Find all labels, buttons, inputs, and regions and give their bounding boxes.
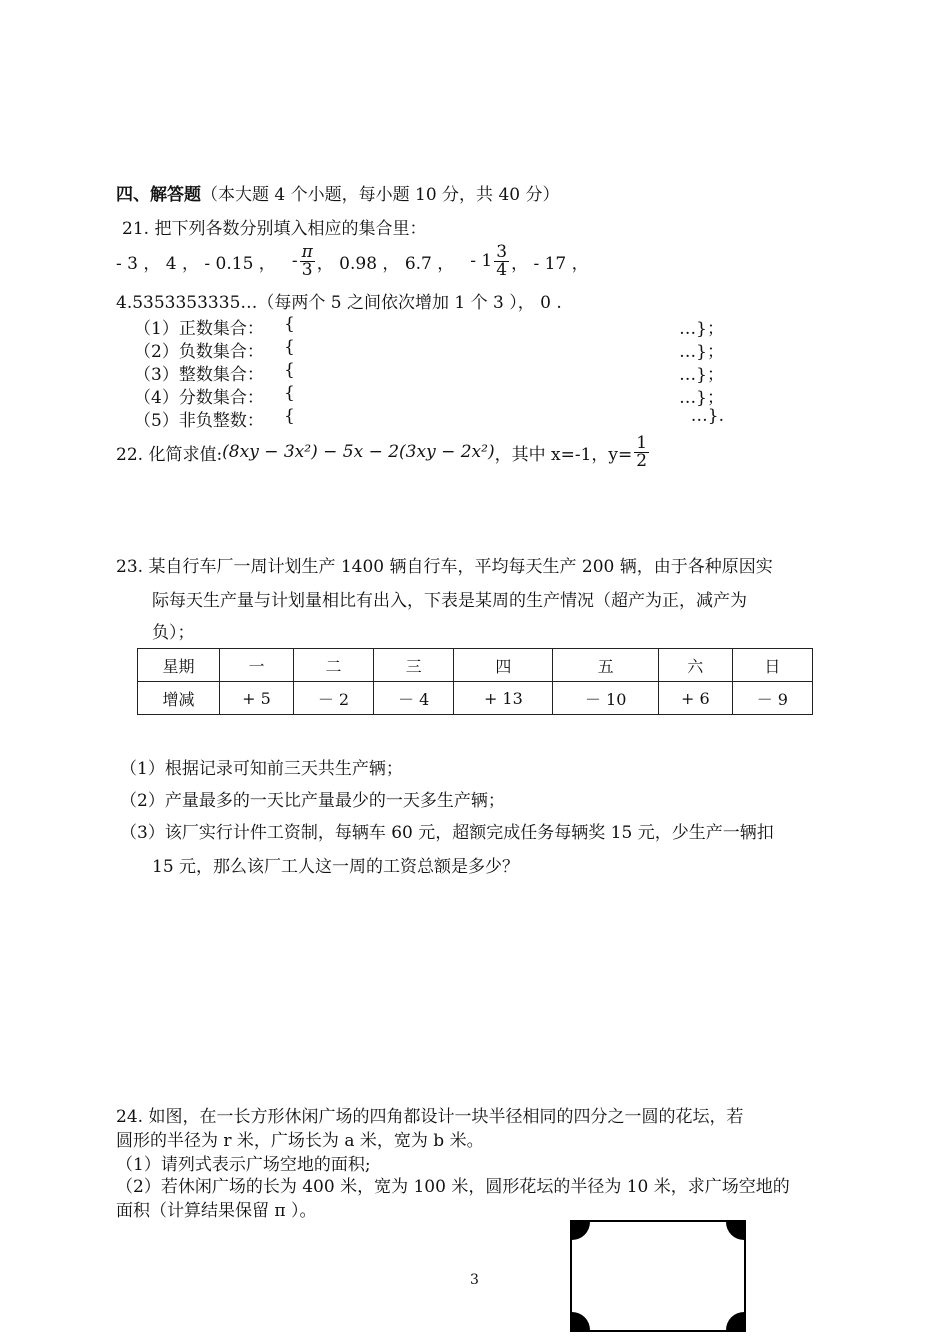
q23-part1: （1）根据记录可知前三天共生产辆； [120, 759, 403, 779]
q22-expression: (8xy − 3x²) − 5x − 2(3xy − 2x²) [222, 442, 495, 462]
q21-mixed-den: 4 [496, 259, 508, 280]
q22-y-den: 2 [636, 450, 648, 471]
q24-line2: 圆形的半径为 r 米，广场长为 a 米，宽为 b 米。 [116, 1131, 484, 1151]
q21-mixed-fraction [494, 241, 509, 280]
q24-part1: （1）请列式表示广场空地的面积; [116, 1155, 371, 1175]
flowerbed-bottom-right [726, 1312, 746, 1332]
q23-line3: 负）； [152, 623, 195, 643]
table-cell: － 9 [732, 682, 812, 715]
table-row [138, 682, 813, 715]
table-cell: + 5 [220, 682, 294, 715]
q21-numbers-line1 [116, 236, 589, 286]
q21-nums-c: ， - 17 ， [511, 253, 589, 274]
q23-line1: 23. 某自行车厂一周计划生产 1400 辆自行车，平均每天生产 200 辆，由于各种原因实 [116, 557, 773, 577]
q21-set-fraction: （4）分数集合： { …}； [134, 383, 724, 408]
section-title: 四、解答题 [116, 185, 201, 205]
q23-part3b: 15 元，那么该厂工人这一周的工资总额是多少？ [152, 857, 520, 877]
q23-part2: （2）产量最多的一天比产量最少的一天多生产辆； [120, 791, 505, 811]
table-cell: 五 [553, 649, 659, 682]
table-cell: 三 [374, 649, 454, 682]
q21-set-integer: （3）整数集合： { …}； [134, 360, 724, 385]
table-cell: 二 [293, 649, 373, 682]
q22-y-fraction [634, 432, 649, 471]
table-cell: 四 [454, 649, 553, 682]
table-cell: － 10 [553, 682, 659, 715]
q21-set-positive: （1）正数集合： { …}； [134, 314, 724, 339]
table-cell: 一 [220, 649, 294, 682]
page-number: 3 [470, 1272, 479, 1288]
q21-nums-b: ， 0.98 ， 6.7 ， [316, 253, 455, 274]
table-cell: + 13 [454, 682, 553, 715]
q21-pi-fraction [300, 241, 315, 280]
q21-numbers-line2: 4.5353353335…（每两个 5 之间依次增加 1 个 3 ）， 0 . [116, 293, 562, 313]
flowerbed-bottom-left [570, 1312, 590, 1332]
q22-stem: 22. 化简求值: [116, 444, 223, 465]
q23-line2: 际每天生产量与计划量相比有出入，下表是某周的生产情况（超产为正，减产为 [152, 591, 747, 611]
section-heading [116, 180, 560, 205]
table-cell: 星期 [138, 649, 220, 682]
q24-part2: （2）若休闲广场的长为 400 米，宽为 100 米，圆形花坛的半径为 10 米，求广场空地的 [116, 1177, 790, 1197]
table-cell: 六 [658, 649, 732, 682]
q21-three: 3 [300, 261, 315, 279]
plaza-figure [570, 1220, 746, 1332]
section-note: （本大题 4 个小题，每小题 10 分，共 40 分） [201, 185, 560, 205]
q22-line [116, 430, 651, 474]
table-cell: 增减 [138, 682, 220, 715]
q24-line1: 24. 如图，在一长方形休闲广场的四角都设计一块半径相同的四分之一圆的花坛，若 [116, 1107, 744, 1127]
table-cell: 日 [732, 649, 812, 682]
q21-nums-a: - 3 ， 4 ， - 0.15 ， [116, 253, 276, 274]
q21-set-negative: （2）负数集合： { …}； [134, 337, 724, 362]
table-cell: － 4 [374, 682, 454, 715]
q21-set-nonneg-integer: （5）非负整数： { …}. [134, 406, 724, 431]
q21-pi: π [301, 241, 313, 262]
q21-neg-sign: - [291, 251, 298, 271]
q22-condition: ，其中 x=-1，y= [494, 444, 633, 465]
flowerbed-top-right [726, 1220, 746, 1240]
q21-mixed-num: 3 [496, 241, 508, 262]
production-table [137, 648, 813, 715]
q23-part3a: （3）该厂实行计件工资制，每辆车 60 元，超额完成任务每辆奖 15 元，少生产一辆扣 [120, 823, 774, 843]
q22-y-num: 1 [636, 432, 648, 453]
table-cell: － 2 [293, 682, 373, 715]
table-cell: + 6 [658, 682, 732, 715]
flowerbed-top-left [570, 1220, 590, 1240]
table-row [138, 649, 813, 682]
q24-part3: 面积（计算结果保留 π ）。 [116, 1201, 317, 1221]
q21-stem: 21. 把下列各数分别填入相应的集合里： [122, 219, 427, 239]
q21-mixed-whole: - 1 [470, 251, 493, 271]
